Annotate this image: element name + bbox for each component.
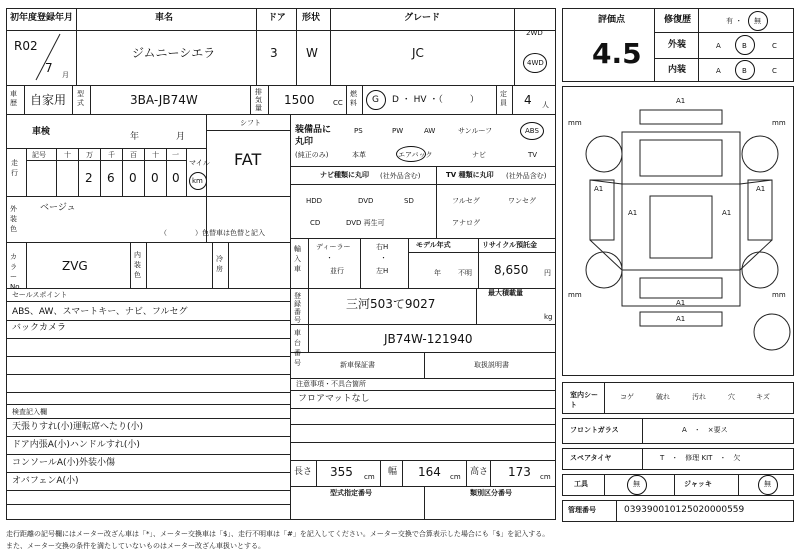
digit: 6 (107, 171, 115, 185)
mileage-label: 走行 (11, 159, 18, 177)
grade-a: A (716, 42, 721, 50)
tv-oneseg: ワンセグ (508, 197, 536, 205)
seat-hole: 穴 (728, 393, 735, 401)
door-label: ドア (268, 13, 286, 23)
nav-sub: (社外品含む) (380, 172, 421, 180)
usage-label: 車歴 (10, 90, 17, 107)
shift: FAT (234, 150, 262, 169)
import-parallel: 並行 (330, 267, 344, 275)
divider (604, 382, 605, 414)
equip-label-2: 丸印 (295, 137, 314, 147)
seat-tear: 破れ (656, 393, 670, 401)
damage-mark: A1 (722, 209, 732, 217)
doors: 3 (270, 46, 278, 60)
shape-label: 形状 (302, 13, 321, 23)
divider (674, 474, 675, 496)
grade-b: B (742, 67, 747, 75)
nav-sd: SD (404, 197, 414, 205)
mgmt-label: 管理番号 (568, 506, 596, 514)
month-unit: 月 (62, 71, 69, 79)
damage-mark: A1 (628, 209, 638, 217)
sales-label: セールスポイント (12, 291, 68, 299)
tire-rear-left (586, 252, 622, 288)
manual: 取扱説明書 (474, 361, 509, 369)
reg-era: R02 (14, 39, 38, 53)
unit-hyaku: 百 (130, 151, 137, 159)
tire-size: mm (772, 119, 786, 127)
capacity-label: 定員 (500, 90, 507, 107)
interior-color-label: 内装色 (134, 251, 141, 279)
model-year-label: モデル年式 (416, 241, 451, 249)
height-label: 高さ (470, 467, 489, 477)
recycle-value: 8,650 (494, 263, 529, 277)
plate-value: 三河503て9027 (346, 297, 436, 311)
seat-label: 室内シート (570, 391, 598, 409)
digit: 0 (151, 171, 159, 185)
inspector-line: ドア内張A(小)ハンドルすれ(小) (12, 440, 140, 450)
jack-value: 無 (764, 480, 771, 488)
digit: 2 (85, 171, 93, 185)
tv-label: TV 種類に丸印 (446, 171, 494, 179)
sales-line-2: バックカメラ (12, 323, 67, 333)
kg-unit: kg (544, 313, 553, 321)
capacity: 4 (524, 93, 532, 107)
spare-tire (754, 314, 790, 350)
sales-line-1: ABS、AW、スマートキー、ナビ、フルセグ (12, 307, 188, 317)
tire-front-right (742, 136, 778, 172)
cm-unit: cm (540, 473, 551, 481)
height-value: 173 (508, 465, 531, 479)
nav-cd: CD (310, 219, 321, 227)
width-label: 幅 (388, 467, 398, 477)
seat-burn: コゲ (620, 393, 634, 401)
equip-tv: TV (528, 151, 538, 159)
cabin (622, 184, 740, 270)
inspection-year: 年 (130, 132, 140, 142)
color-no-label: カラーNo. (10, 253, 22, 291)
usage: 自家用 (30, 93, 67, 107)
notes-label: 注意事項・不具合箇所 (296, 380, 366, 388)
model-label: 型式 (77, 90, 84, 107)
tools-value: 無 (633, 480, 640, 488)
new-warranty: 新車保証書 (340, 361, 375, 369)
nav-dvd: DVD (358, 197, 374, 205)
recycle-label: リサイクル預託金 (482, 241, 538, 249)
fuel-options: D ・ HV ・（ ） (392, 95, 479, 105)
drive-4wd: 4WD (527, 59, 544, 67)
displacement: 1500 (284, 93, 315, 107)
dot: ・ (380, 254, 387, 262)
repair-label: 修復歴 (664, 15, 692, 25)
model: 3BA-JB74W (130, 93, 198, 107)
length-value: 355 (330, 465, 353, 479)
spare-label: スペアタイヤ (570, 454, 612, 462)
digit: 0 (129, 171, 137, 185)
repair-opts: 有 ・ (726, 17, 743, 25)
rear-door (640, 278, 722, 298)
windshield-value: A ・ ×要ス (682, 426, 728, 434)
designation-label: 型式指定番号 (330, 489, 372, 497)
equip-airbag: エアバック (398, 151, 433, 159)
load-label: 最大積載量 (488, 289, 523, 297)
divider (738, 474, 739, 496)
import-label: 輸入車 (294, 245, 301, 273)
equip-aw: AW (424, 127, 436, 135)
equip-navi: ナビ (472, 151, 486, 159)
plate-label: 登録番号 (294, 292, 301, 324)
nav-label: ナビ種類に丸印 (320, 171, 369, 179)
shift-label: シフト (240, 119, 261, 127)
color-value: ベージュ (40, 203, 76, 213)
tire-rear-right (742, 252, 778, 288)
fuel-g: G (372, 95, 379, 105)
color-note: （ ）色替車は色替と記入 (160, 229, 265, 237)
chassis-label: 車台番号 (294, 329, 301, 367)
divider (642, 448, 643, 470)
width-value: 164 (418, 465, 441, 479)
drive-2wd: 2WD (526, 29, 543, 37)
grade-b: B (742, 42, 747, 50)
interior-label: 内装 (668, 65, 687, 75)
inspector-line: オバフェンA(小) (12, 476, 79, 486)
seat-dirt: 汚れ (692, 393, 706, 401)
equip-abs: ABS (525, 127, 539, 135)
damage-mark: A1 (594, 185, 604, 193)
yen-unit: 円 (544, 269, 551, 277)
roof (650, 196, 712, 258)
car-name: ジムニーシエラ (132, 46, 216, 60)
tools-label: 工具 (574, 480, 588, 488)
windshield-label: フロントガラス (570, 426, 619, 434)
footer-line-1: 走行距離の記号欄にはメーター改ざん車は「*」、メーター交換車は「$」、走行不明車は「#」を記入してください。メーター交換で合算表示した場合にも「$」を記入する。 (6, 530, 550, 538)
mileage-note: 記号 (32, 151, 46, 159)
tv-sub: (社外品含む) (506, 172, 547, 180)
fuel-label: 燃料 (350, 90, 357, 107)
score-label: 評価点 (598, 15, 626, 25)
model-year-unit: 年 (434, 269, 441, 277)
unit-sen: 千 (108, 151, 115, 159)
mile-unit: マイル (189, 159, 210, 167)
spare-value: T ・ 修理 KIT ・ 欠 (660, 454, 741, 462)
divider (604, 474, 605, 496)
inspector-line: コンソールA(小)外装小傷 (12, 458, 115, 468)
mgmt-value: 039390010125020000559 (624, 505, 745, 515)
inspection-month: 月 (176, 132, 186, 142)
tire-size: mm (568, 119, 582, 127)
disp-label: 排気量 (255, 88, 262, 112)
jack-label: ジャッキ (684, 480, 712, 488)
hood (640, 140, 722, 176)
grade-a: A (716, 67, 721, 75)
inspector-label: 検査記入欄 (12, 408, 47, 416)
notes-value: フロアマットなし (298, 394, 370, 404)
grade-label: グレード (404, 13, 441, 23)
inspection-label: 車検 (32, 127, 51, 137)
cm-unit: cm (450, 473, 461, 481)
tv-fullseg: フルセグ (452, 197, 480, 205)
shape: W (306, 46, 318, 60)
damage-mark: A1 (756, 185, 766, 193)
color-no: ZVG (62, 259, 88, 273)
digit: 0 (172, 171, 180, 185)
reg-year-label: 初年度登録年月 (10, 13, 74, 23)
unit-ichi: 一 (172, 151, 179, 159)
unit-ju: 十 (152, 151, 159, 159)
equip-label-3: (純正のみ) (295, 151, 329, 159)
repair-selected: 無 (754, 17, 761, 25)
model-year-unknown: 不明 (458, 269, 472, 277)
footer-line-2: また、メーター交換の条件を満たしていないものはメーター改ざん車扱いとする。 (6, 542, 265, 550)
import-lh: 左H (376, 267, 389, 275)
equip-ps: PS (354, 127, 363, 135)
tv-analog: アナログ (452, 219, 480, 227)
dot: ・ (326, 254, 333, 262)
damage-mark: A1 (676, 97, 686, 105)
exterior-label: 外装 (668, 40, 687, 50)
grade-c: C (772, 42, 777, 50)
equip-label: 装備品に (295, 125, 332, 135)
persons-unit: 人 (542, 101, 549, 109)
cc-unit: CC (333, 99, 343, 107)
reg-month: 7 (45, 61, 53, 75)
damage-mark: A1 (676, 299, 686, 307)
cm-unit: cm (364, 473, 375, 481)
grade: JC (412, 46, 424, 60)
tire-size: mm (772, 291, 786, 299)
chassis-value: JB74W-121940 (384, 332, 473, 346)
category-label: 類別区分番号 (470, 489, 512, 497)
inspector-line: 天張りすれ(小)運転席へたり(小) (12, 422, 144, 432)
length-label: 長さ (294, 467, 313, 477)
seat-scratch: キズ (756, 393, 770, 401)
front-bumper (640, 110, 722, 124)
color-label: 外装色 (10, 205, 17, 233)
divider (616, 500, 617, 522)
nav-dvd-play: DVD 再生可 (346, 219, 385, 227)
import-rh: 右H (376, 243, 389, 251)
ac-label: 冷房 (216, 255, 223, 273)
score-value: 4.5 (592, 37, 642, 70)
equip-pw: PW (392, 127, 404, 135)
grade-c: C (772, 67, 777, 75)
unit-10m: 十 (64, 151, 71, 159)
car-name-label: 車名 (155, 13, 174, 23)
damage-mark: A1 (676, 315, 686, 323)
equip-leather: 本革 (352, 151, 366, 159)
divider (642, 418, 643, 444)
unit-man: 万 (86, 151, 93, 159)
tire-size: mm (568, 291, 582, 299)
tire-front-left (586, 136, 622, 172)
import-dealer: ディーラー (316, 243, 351, 251)
km-unit: km (192, 177, 203, 185)
nav-hdd: HDD (306, 197, 323, 205)
equip-sunroof: サンルーフ (458, 127, 493, 135)
